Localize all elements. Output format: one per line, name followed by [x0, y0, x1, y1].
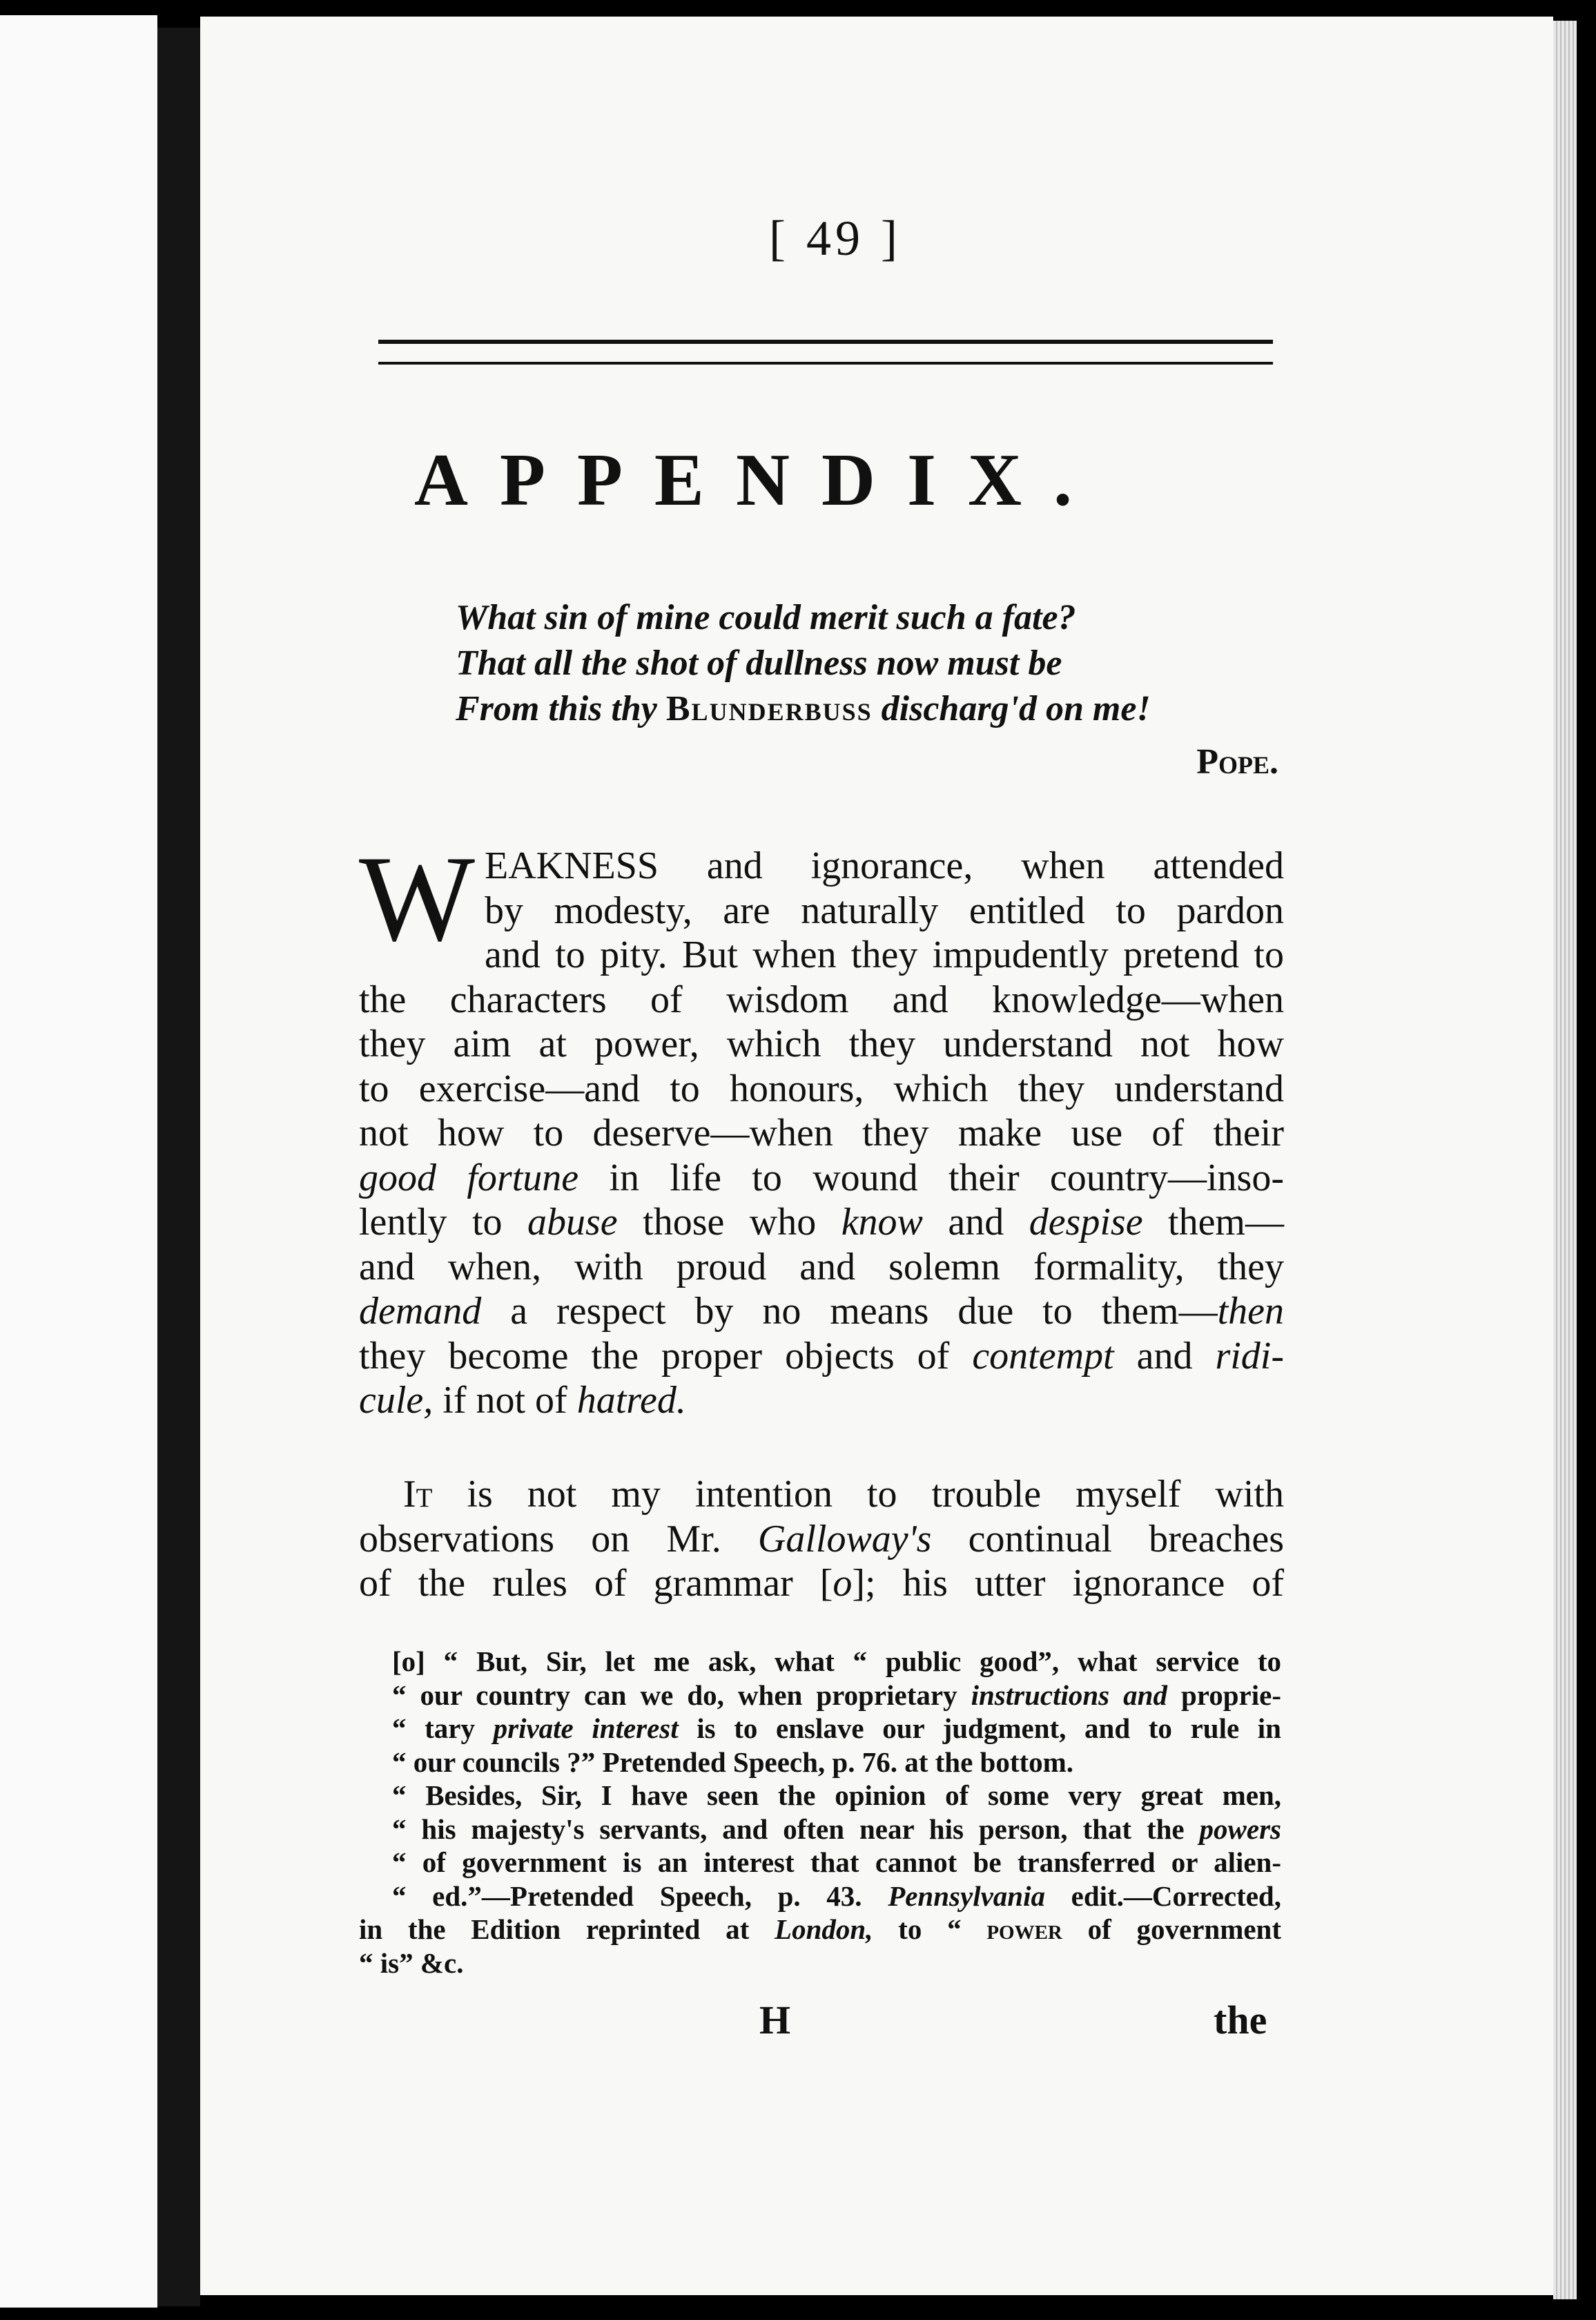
text-line: of the rules of grammar [o]; his utter ignorance of: [359, 1562, 1284, 1605]
signature-mark: H: [759, 1998, 791, 2042]
header-rule-thick: [378, 340, 1273, 344]
epigraph-line: What sin of mine could merit such a fate?: [456, 598, 1076, 637]
footnote-line: “ is” &c.: [359, 1946, 464, 1979]
footnote: [359, 1645, 1281, 1980]
epigraph: [456, 595, 1270, 732]
text-line: observations on Mr. Galloway's continual breaches: [359, 1517, 1284, 1560]
page-number: [ 49 ]: [769, 211, 902, 266]
footnote-line: [o] “ But, Sir, let me ask, what “ public good”, what service to: [392, 1645, 1281, 1677]
text-line: cule, if not of hatred.: [359, 1379, 686, 1422]
text-line: EAKNESS and ignorance, when attended: [485, 844, 1284, 887]
text-line: not how to deserve—when they make use of their: [359, 1112, 1284, 1154]
footnote-line: in the Edition reprinted at London, to “ power of government: [359, 1913, 1281, 1945]
page-title: APPENDIX.: [414, 439, 1104, 521]
drop-cap: W: [359, 830, 476, 967]
book-gutter: [157, 28, 200, 2306]
catchword: the: [1214, 1998, 1267, 2042]
text-line: they become the proper objects of contempt and ridi-: [359, 1334, 1285, 1378]
text-block: [359, 17, 1477, 2295]
text-line: and to pity. But when they impudently pretend to: [485, 934, 1284, 976]
footnote-line: “ our country can we do, when proprietary instructions and proprie-: [392, 1679, 1281, 1711]
footnote-line: “ tary private interest is to enslave our judgment, and to rule in: [392, 1712, 1281, 1744]
text-line: to exercise—and to honours, which they understand: [359, 1067, 1284, 1110]
book-page: [200, 17, 1553, 2295]
epigraph-line: That all the shot of dullness now must be: [456, 644, 1062, 683]
footnote-line: “ our councils ?” Pretended Speech, p. 76. at the bottom.: [392, 1746, 1074, 1778]
text-line: and when, with proud and solemn formality, they: [359, 1245, 1284, 1288]
text-line: It is not my intention to trouble myself with: [403, 1473, 1284, 1516]
text-line: by modesty, are naturally entitled to pardon: [485, 889, 1284, 932]
text-line: they aim at power, which they understand not how: [359, 1023, 1284, 1065]
epigraph-attribution: Pope.: [1196, 742, 1278, 782]
footnote-line: “ ed.”—Pretended Speech, p. 43. Pennsylvania edit.—Corrected,: [392, 1879, 1281, 1912]
facing-page: [0, 15, 157, 2308]
epigraph-line: From this thy Blunderbuss discharg'd on me!: [456, 689, 1151, 728]
paragraph-1: [359, 830, 1285, 1423]
paragraph-2: [359, 1472, 1284, 1606]
footnote-line: “ Besides, Sir, I have seen the opinion of some very great men,: [392, 1779, 1281, 1811]
text-line: good fortune in life to wound their country—inso-: [359, 1156, 1284, 1199]
footnote-line: “ his majesty's servants, and often near his person, that the powers: [392, 1812, 1281, 1845]
text-line: demand a respect by no means due to them—then: [359, 1290, 1284, 1333]
page-edges: [1553, 21, 1577, 2299]
footnote-line: “ of government is an interest that cannot be transferred or alien-: [392, 1846, 1281, 1878]
text-line: lently to abuse those who know and despise them—: [359, 1201, 1284, 1244]
header-rule-thin: [378, 362, 1273, 365]
text-line: the characters of wisdom and knowledge—when: [359, 978, 1284, 1021]
